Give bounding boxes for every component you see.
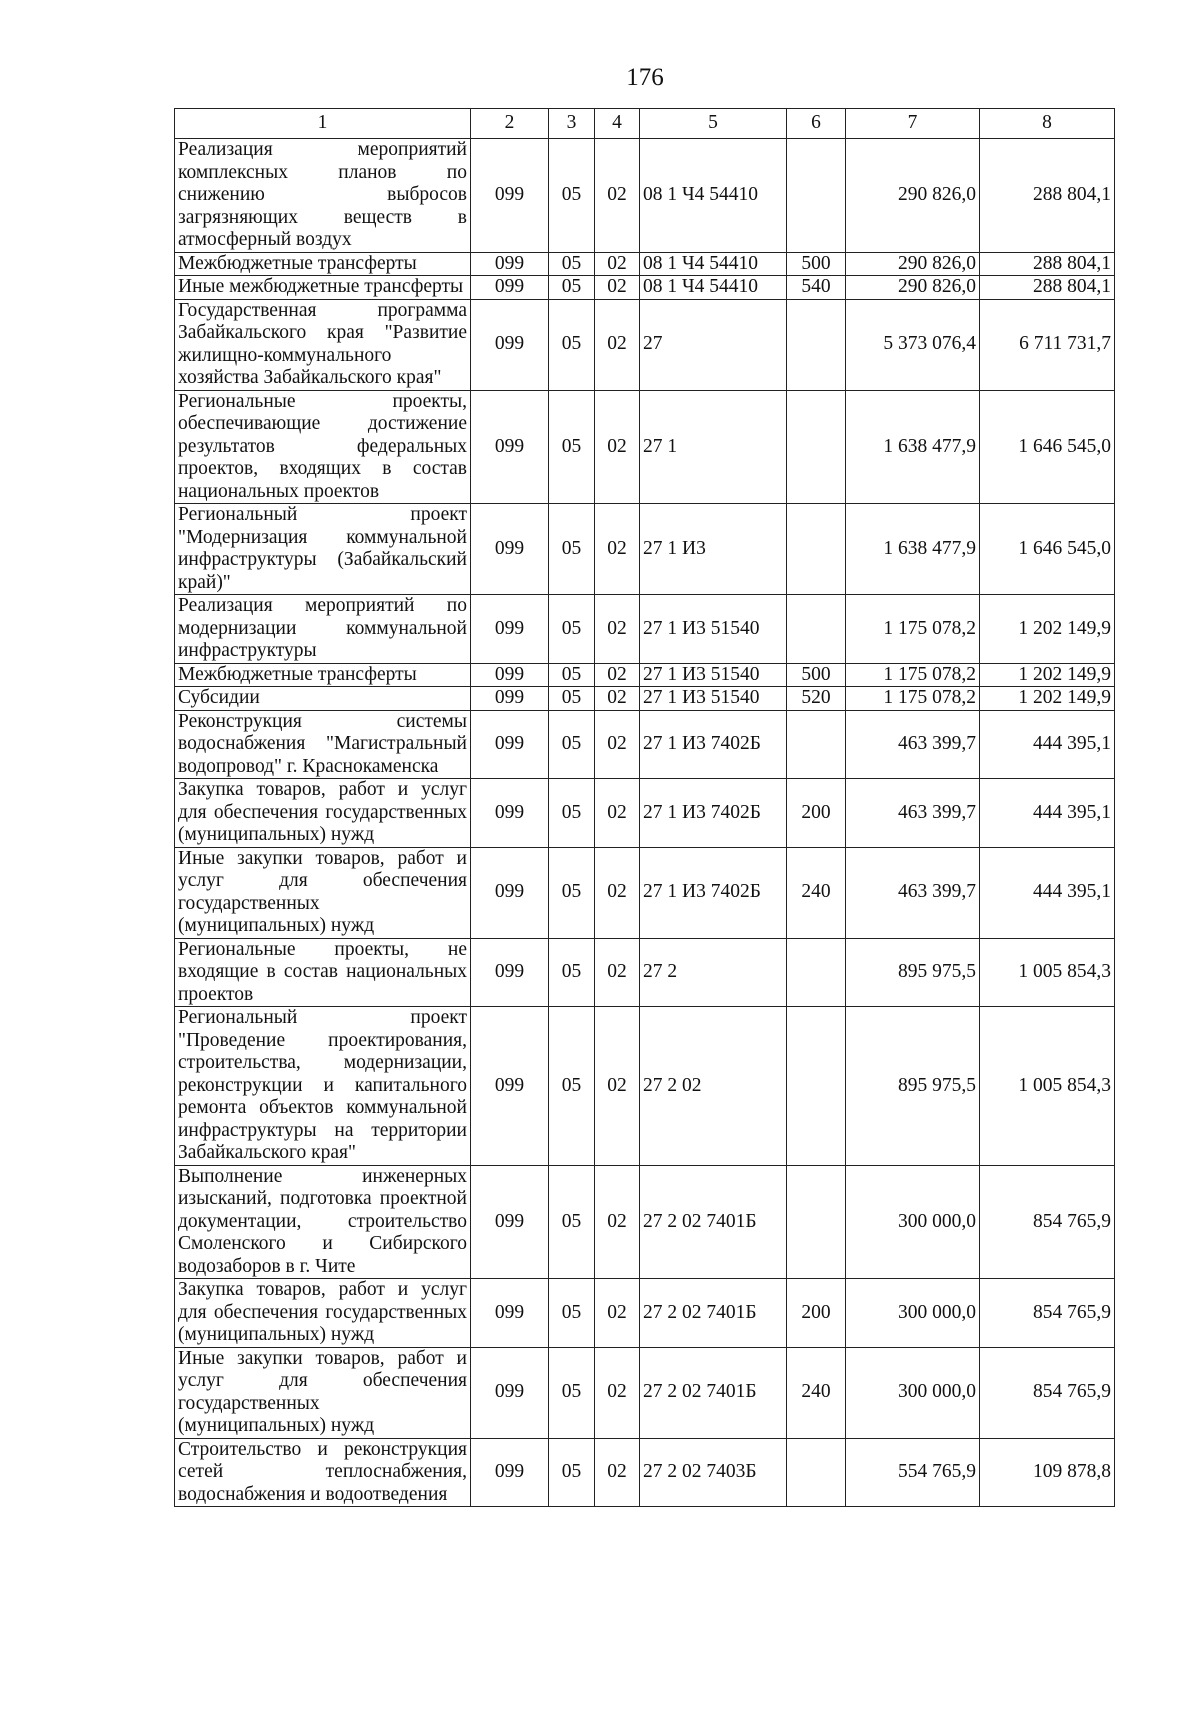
row-expense-type-cell: 240 [787, 847, 846, 938]
row-admin-code-cell: 099 [471, 687, 549, 711]
row-expense-type-cell: 500 [787, 252, 846, 276]
row-amount-year1-cell: 300 000,0 [846, 1279, 980, 1348]
row-admin-code-cell: 099 [471, 847, 549, 938]
row-expense-type-cell [787, 299, 846, 390]
row-section-cell: 05 [549, 1347, 595, 1438]
row-subsection-cell: 02 [595, 252, 640, 276]
row-name-cell: Закупка товаров, работ и услуг для обеспечения государственных (муниципальных) нужд [175, 1279, 471, 1348]
row-expense-type-cell [787, 938, 846, 1007]
table-row [175, 1438, 1115, 1507]
row-amount-year2-cell: 854 765,9 [980, 1279, 1115, 1348]
column-header: 7 [846, 109, 980, 139]
row-amount-year2-cell: 854 765,9 [980, 1347, 1115, 1438]
row-name-cell: Государственная программа Забайкальского края "Развитие жилищно-коммунального хозяйства Забайкальского края" [175, 299, 471, 390]
row-name-cell: Региональный проект "Модернизация коммунальной инфраструктуры (Забайкальский край)" [175, 504, 471, 595]
row-section-cell: 05 [549, 779, 595, 848]
table-row [175, 847, 1115, 938]
column-header: 8 [980, 109, 1115, 139]
row-expense-type-cell: 200 [787, 779, 846, 848]
budget-table [174, 108, 1115, 1507]
row-amount-year2-cell: 288 804,1 [980, 252, 1115, 276]
row-name-cell: Выполнение инженерных изысканий, подготовка проектной документации, строительство Смоленского и Сибирского водозаборов в г. Чите [175, 1165, 471, 1279]
row-amount-year1-cell: 300 000,0 [846, 1165, 980, 1279]
row-section-cell: 05 [549, 938, 595, 1007]
row-amount-year2-cell: 1 005 854,3 [980, 938, 1115, 1007]
row-name-cell: Строительство и реконструкция сетей теплоснабжения, водоснабжения и водоотведения [175, 1438, 471, 1507]
row-target-item-cell: 27 2 02 7403Б [640, 1438, 787, 1507]
row-subsection-cell: 02 [595, 276, 640, 300]
row-amount-year1-cell: 290 826,0 [846, 276, 980, 300]
row-expense-type-cell [787, 1007, 846, 1166]
row-name-cell: Реализация мероприятий по модернизации коммунальной инфраструктуры [175, 595, 471, 664]
row-subsection-cell: 02 [595, 1438, 640, 1507]
row-subsection-cell: 02 [595, 1007, 640, 1166]
row-section-cell: 05 [549, 847, 595, 938]
row-name-cell: Иные закупки товаров, работ и услуг для обеспечения государственных (муниципальных) нужд [175, 847, 471, 938]
row-expense-type-cell [787, 390, 846, 504]
row-expense-type-cell [787, 710, 846, 779]
row-expense-type-cell [787, 1438, 846, 1507]
row-target-item-cell: 27 2 [640, 938, 787, 1007]
table-row [175, 1279, 1115, 1348]
row-subsection-cell: 02 [595, 390, 640, 504]
row-target-item-cell: 27 1 [640, 390, 787, 504]
row-subsection-cell: 02 [595, 779, 640, 848]
row-section-cell: 05 [549, 1165, 595, 1279]
row-section-cell: 05 [549, 139, 595, 253]
row-subsection-cell: 02 [595, 1165, 640, 1279]
row-expense-type-cell [787, 139, 846, 253]
column-header: 1 [175, 109, 471, 139]
row-admin-code-cell: 099 [471, 779, 549, 848]
row-subsection-cell: 02 [595, 687, 640, 711]
row-admin-code-cell: 099 [471, 252, 549, 276]
row-amount-year2-cell: 1 202 149,9 [980, 687, 1115, 711]
row-amount-year2-cell: 288 804,1 [980, 276, 1115, 300]
row-amount-year2-cell: 1 202 149,9 [980, 663, 1115, 687]
row-section-cell: 05 [549, 687, 595, 711]
row-target-item-cell: 27 1 И3 51540 [640, 687, 787, 711]
row-subsection-cell: 02 [595, 595, 640, 664]
row-admin-code-cell: 099 [471, 276, 549, 300]
row-name-cell: Межбюджетные трансферты [175, 663, 471, 687]
row-target-item-cell: 27 2 02 7401Б [640, 1347, 787, 1438]
row-amount-year2-cell: 1 646 545,0 [980, 504, 1115, 595]
column-header: 2 [471, 109, 549, 139]
row-admin-code-cell: 099 [471, 1007, 549, 1166]
row-target-item-cell: 27 1 И3 [640, 504, 787, 595]
row-subsection-cell: 02 [595, 504, 640, 595]
table-row [175, 687, 1115, 711]
table-row [175, 252, 1115, 276]
table-row [175, 139, 1115, 253]
page-number: 176 [626, 64, 664, 91]
row-subsection-cell: 02 [595, 663, 640, 687]
row-target-item-cell: 27 2 02 [640, 1007, 787, 1166]
row-section-cell: 05 [549, 299, 595, 390]
row-target-item-cell: 08 1 Ч4 54410 [640, 252, 787, 276]
row-amount-year1-cell: 463 399,7 [846, 710, 980, 779]
row-admin-code-cell: 099 [471, 710, 549, 779]
row-amount-year1-cell: 1 175 078,2 [846, 687, 980, 711]
row-section-cell: 05 [549, 595, 595, 664]
row-target-item-cell: 27 [640, 299, 787, 390]
table-row [175, 299, 1115, 390]
row-subsection-cell: 02 [595, 139, 640, 253]
row-amount-year1-cell: 554 765,9 [846, 1438, 980, 1507]
row-admin-code-cell: 099 [471, 1279, 549, 1348]
row-admin-code-cell: 099 [471, 390, 549, 504]
row-amount-year1-cell: 5 373 076,4 [846, 299, 980, 390]
row-subsection-cell: 02 [595, 1347, 640, 1438]
row-admin-code-cell: 099 [471, 504, 549, 595]
row-subsection-cell: 02 [595, 938, 640, 1007]
row-section-cell: 05 [549, 1279, 595, 1348]
row-name-cell: Региональные проекты, обеспечивающие достижение результатов федеральных проектов, входящих в состав национальных проектов [175, 390, 471, 504]
table-row [175, 390, 1115, 504]
table-row [175, 938, 1115, 1007]
row-name-cell: Межбюджетные трансферты [175, 252, 471, 276]
row-expense-type-cell [787, 595, 846, 664]
row-amount-year2-cell: 1 005 854,3 [980, 1007, 1115, 1166]
row-amount-year1-cell: 895 975,5 [846, 1007, 980, 1166]
row-amount-year1-cell: 290 826,0 [846, 139, 980, 253]
table-row [175, 1007, 1115, 1166]
table-row [175, 504, 1115, 595]
row-amount-year1-cell: 463 399,7 [846, 847, 980, 938]
row-expense-type-cell: 500 [787, 663, 846, 687]
row-target-item-cell: 27 1 И3 7402Б [640, 710, 787, 779]
row-target-item-cell: 27 1 И3 51540 [640, 595, 787, 664]
row-amount-year2-cell: 854 765,9 [980, 1165, 1115, 1279]
row-amount-year1-cell: 1 638 477,9 [846, 504, 980, 595]
row-subsection-cell: 02 [595, 299, 640, 390]
row-section-cell: 05 [549, 504, 595, 595]
row-amount-year1-cell: 463 399,7 [846, 779, 980, 848]
row-amount-year1-cell: 290 826,0 [846, 252, 980, 276]
row-target-item-cell: 27 1 И3 51540 [640, 663, 787, 687]
table-row [175, 710, 1115, 779]
row-amount-year1-cell: 1 175 078,2 [846, 595, 980, 664]
row-name-cell: Региональные проекты, не входящие в состав национальных проектов [175, 938, 471, 1007]
row-name-cell: Закупка товаров, работ и услуг для обеспечения государственных (муниципальных) нужд [175, 779, 471, 848]
row-expense-type-cell [787, 504, 846, 595]
row-admin-code-cell: 099 [471, 595, 549, 664]
table-body [175, 139, 1115, 1507]
row-name-cell: Реализация мероприятий комплексных планов по снижению выбросов загрязняющих веществ в атмосферный воздух [175, 139, 471, 253]
row-amount-year1-cell: 1 638 477,9 [846, 390, 980, 504]
row-target-item-cell: 08 1 Ч4 54410 [640, 139, 787, 253]
row-section-cell: 05 [549, 1438, 595, 1507]
row-expense-type-cell: 240 [787, 1347, 846, 1438]
row-admin-code-cell: 099 [471, 663, 549, 687]
table-row [175, 663, 1115, 687]
table-row [175, 1347, 1115, 1438]
column-header: 4 [595, 109, 640, 139]
row-name-cell: Субсидии [175, 687, 471, 711]
row-admin-code-cell: 099 [471, 299, 549, 390]
row-section-cell: 05 [549, 252, 595, 276]
row-amount-year2-cell: 1 202 149,9 [980, 595, 1115, 664]
row-section-cell: 05 [549, 390, 595, 504]
row-expense-type-cell: 200 [787, 1279, 846, 1348]
row-target-item-cell: 08 1 Ч4 54410 [640, 276, 787, 300]
row-section-cell: 05 [549, 663, 595, 687]
table-row [175, 779, 1115, 848]
row-admin-code-cell: 099 [471, 139, 549, 253]
row-expense-type-cell: 520 [787, 687, 846, 711]
header-row [175, 109, 1115, 139]
row-name-cell: Реконструкция системы водоснабжения "Магистральный водопровод" г. Краснокаменска [175, 710, 471, 779]
row-amount-year2-cell: 109 878,8 [980, 1438, 1115, 1507]
row-name-cell: Региональный проект "Проведение проектирования, строительства, модернизации, реконструкции и капитального ремонта объектов коммунальной инфраструктуры на территории Забайкальского края" [175, 1007, 471, 1166]
row-amount-year1-cell: 895 975,5 [846, 938, 980, 1007]
row-amount-year2-cell: 6 711 731,7 [980, 299, 1115, 390]
row-subsection-cell: 02 [595, 847, 640, 938]
row-subsection-cell: 02 [595, 710, 640, 779]
column-header: 3 [549, 109, 595, 139]
row-subsection-cell: 02 [595, 1279, 640, 1348]
row-admin-code-cell: 099 [471, 938, 549, 1007]
row-amount-year2-cell: 288 804,1 [980, 139, 1115, 253]
row-section-cell: 05 [549, 1007, 595, 1166]
table-row [175, 595, 1115, 664]
table-row [175, 276, 1115, 300]
row-amount-year2-cell: 444 395,1 [980, 710, 1115, 779]
row-expense-type-cell [787, 1165, 846, 1279]
row-section-cell: 05 [549, 710, 595, 779]
row-name-cell: Иные межбюджетные трансферты [175, 276, 471, 300]
row-amount-year2-cell: 1 646 545,0 [980, 390, 1115, 504]
row-amount-year2-cell: 444 395,1 [980, 779, 1115, 848]
column-header: 5 [640, 109, 787, 139]
row-target-item-cell: 27 1 И3 7402Б [640, 847, 787, 938]
column-header: 6 [787, 109, 846, 139]
row-admin-code-cell: 099 [471, 1347, 549, 1438]
row-expense-type-cell: 540 [787, 276, 846, 300]
row-name-cell: Иные закупки товаров, работ и услуг для обеспечения государственных (муниципальных) нужд [175, 1347, 471, 1438]
row-target-item-cell: 27 2 02 7401Б [640, 1279, 787, 1348]
row-section-cell: 05 [549, 276, 595, 300]
row-amount-year1-cell: 300 000,0 [846, 1347, 980, 1438]
row-target-item-cell: 27 1 И3 7402Б [640, 779, 787, 848]
row-amount-year1-cell: 1 175 078,2 [846, 663, 980, 687]
table-row [175, 1165, 1115, 1279]
row-amount-year2-cell: 444 395,1 [980, 847, 1115, 938]
row-target-item-cell: 27 2 02 7401Б [640, 1165, 787, 1279]
row-admin-code-cell: 099 [471, 1438, 549, 1507]
row-admin-code-cell: 099 [471, 1165, 549, 1279]
